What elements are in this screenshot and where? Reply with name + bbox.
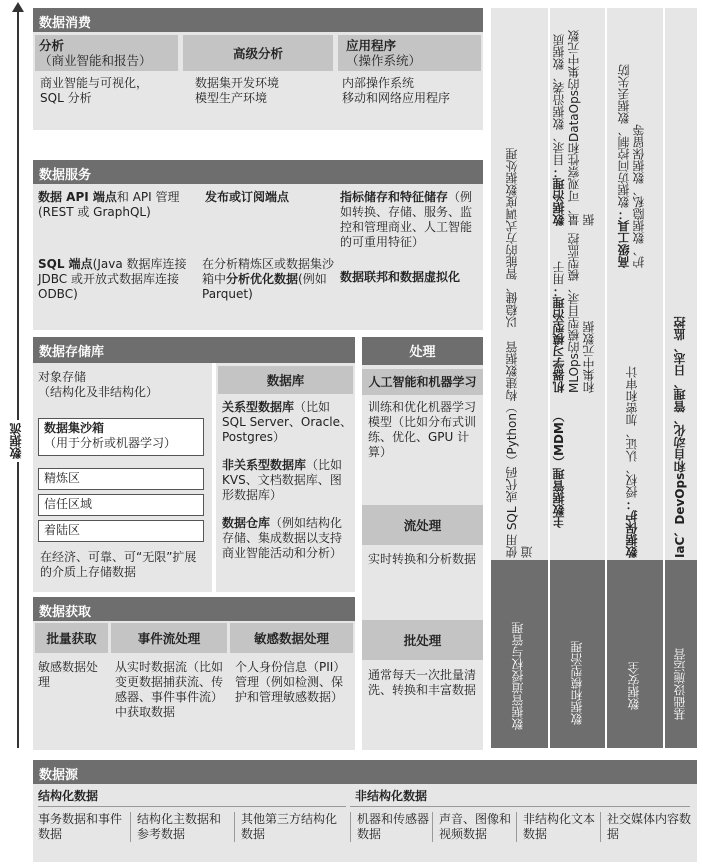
batch-ingestion-body: 敏感数据处理 (38, 660, 99, 689)
relational-db: 关系型数据库（比如 SQL Server、Oracle、Postgres） (222, 400, 352, 444)
security-label: 数据安全 (627, 662, 641, 710)
governance-label: 数据和模型治理 (570, 641, 584, 725)
data-warehouse: 数据仓库（例如结构化存储、集成数据以支持商业智能活动和分析） (222, 516, 343, 560)
applications-body: 内部操作系统 移动和网络应用程序 (342, 76, 451, 105)
object-storage-note: 在经济、可靠、可“无限”扩展的介质上存储数据 (40, 550, 197, 579)
pipeline-text-2: 以稳健、智能的方式调度数据处理 (505, 148, 519, 328)
sensitive-data-body: 个人身份信息（PII）管理（例如检测、保护和管理敏感数据） (235, 660, 346, 704)
infrastructure-label: 基础设施运营 (673, 648, 687, 720)
advanced-analytics-header: 高级分析 (183, 35, 333, 71)
source-item: 非结构化文本数据 (516, 812, 598, 842)
data-governance-text: 数据治理：目录、数据沿袭、数据质量、可观察性和DataOps的集中元数据 (552, 30, 596, 226)
object-storage-title: 对象存储 （结构化及非结构化） (38, 370, 159, 399)
source-item: 声音、图像和视频数据 (432, 812, 514, 842)
analytics-optimized-data: 在分析精炼区或数据集沙箱中分析优化数据(例如 Parquet) (202, 257, 335, 301)
nonrelational-db: 非关系型数据库（比如 KVS、文档数据库、图形数据库） (222, 458, 343, 502)
infrastructure-text: IaC、DevOps和自动化、管理、日志、监控 (673, 316, 687, 558)
source-item: 其他第三方结构化数据 (234, 812, 346, 842)
pipeline-label: 数据管道授权与管理 (511, 622, 525, 730)
data-storage-title: 数据存储库 (33, 337, 355, 363)
stream-processing-header: 流处理 (362, 505, 483, 545)
batch-processing-header: 批处理 (362, 620, 483, 660)
applications-header (338, 35, 481, 71)
pipeline-text-1: 使用 SQL 或代码（Python）构建数据管道 (505, 341, 534, 558)
applications-title: 应用程序 (346, 38, 397, 53)
data-ingestion-title: 数据获取 (33, 597, 355, 621)
analytics-subtitle: （商业智能和报告） (39, 53, 152, 68)
security-column (607, 8, 663, 748)
stream-processing-body: 实时转换和分析数据 (368, 552, 477, 566)
unstructured-data-label: 非结构化数据 (355, 789, 428, 803)
api-endpoint: 数据 API 端点和 API 管理 (REST 或 GraphQL) (38, 190, 180, 219)
governance-column (550, 8, 605, 748)
analytics-header (35, 35, 178, 71)
sql-endpoint: SQL 端点(Java 数据库连接 JDBC 或开放式数据库连接 ODBC) (38, 257, 187, 301)
ml-governance-text: 机器学习模型治理：用于MLOps的模型目录、模型监控和集中元数据 (552, 233, 596, 393)
advanced-tools-text: 高级工具：数据访问控制、数据丢失防护、数据隐私、数据保留等 (617, 64, 646, 268)
ai-ml-body: 训练和优化机器学习模型（比如分布式训练、优化、GPU 计算） (368, 400, 477, 459)
data-protection-text: 数据保护：授权、认证、加密和审计 (625, 366, 639, 558)
pipeline-column (491, 8, 548, 748)
infrastructure-column (665, 8, 697, 748)
data-flow-label: 数据流 (9, 420, 24, 462)
data-flow-arrow (17, 8, 19, 748)
ai-ml-header: 人工智能和机器学习 (362, 369, 483, 395)
source-item: 机器和传感器数据 (350, 812, 430, 842)
analytics-title: 分析 (39, 38, 65, 53)
trusted-zone: 信任区域 (38, 494, 204, 516)
analytics-body: 商业智能与可视化， SQL 分析 (40, 76, 149, 105)
pubsub-endpoint: 发布或订阅端点 (205, 190, 290, 204)
data-consumption-title: 数据消费 (33, 8, 483, 32)
batch-ingestion-header: 批量获取 (35, 623, 108, 653)
mdm-text: 主数据管理（MDM） (552, 410, 566, 528)
database-header: 数据库 (218, 366, 353, 394)
arrow-head-icon (12, 2, 24, 12)
processing-title: 处理 (362, 337, 483, 365)
sensitive-data-header: 敏感数据处理 (230, 623, 353, 653)
advanced-analytics-body: 数据集开发环境 模型生产环境 (195, 76, 280, 105)
data-services-title: 数据服务 (33, 160, 483, 184)
applications-subtitle: （操作系统） (346, 53, 422, 68)
source-item: 事务数据和事件数据 (38, 812, 123, 841)
batch-processing-body: 通常每天一次批量清洗、转换和丰富数据 (368, 668, 477, 697)
event-stream-body: 从实时数据流（比如变更数据捕获流、传感器、事件事件流）中获取数据 (115, 660, 224, 719)
data-sources-title: 数据源 (33, 760, 697, 784)
source-item: 社交媒体内容数据 (600, 812, 695, 842)
source-item: 结构化主数据和参考数据 (130, 812, 230, 842)
data-federation: 数据联邦和数据虚拟化 (340, 270, 461, 284)
refined-zone: 精炼区 (38, 468, 204, 490)
dataset-sandbox: 数据集沙箱 （用于分析或机器学习） (38, 418, 204, 456)
feature-store: 指标储存和特征储存（例如转换、存储、服务、监控和管理商业、人工智能的可重用特征） (340, 190, 473, 249)
event-stream-header: 事件流处理 (111, 623, 227, 653)
landing-zone: 着陆区 (38, 520, 204, 542)
divider (212, 363, 216, 592)
structured-data-label: 结构化数据 (38, 789, 99, 803)
